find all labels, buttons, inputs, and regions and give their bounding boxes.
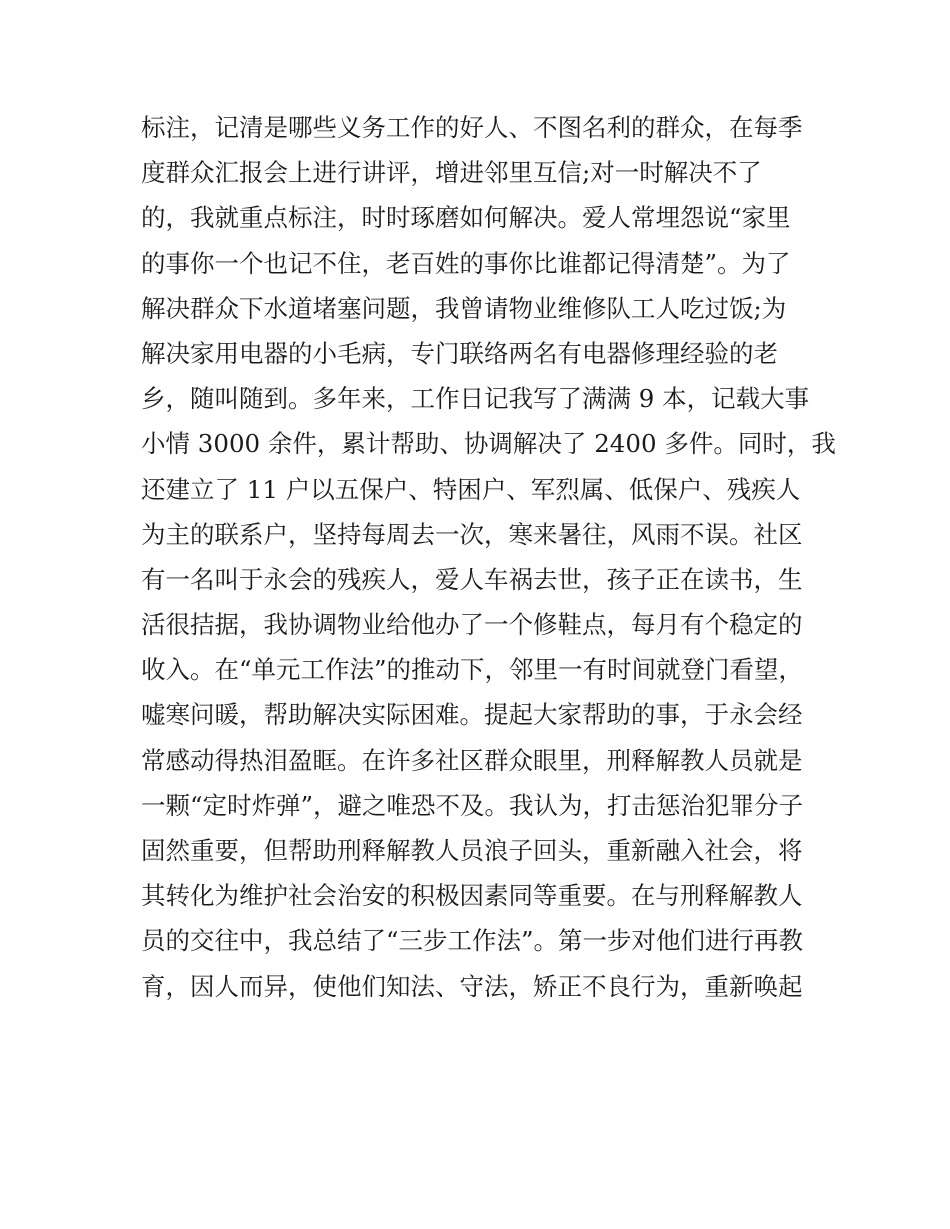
body-text bbox=[141, 105, 836, 1009]
text-line: 解决家用电器的小毛病，专门联络两名有电器修理经验的老 bbox=[141, 338, 778, 368]
text-line: 育，因人而异，使他们知法、守法，矫正不良行为，重新唤起 bbox=[141, 971, 803, 1001]
text-line: 乡，随叫随到。多年来，工作日记我写了满满 9 本，记载大事 bbox=[141, 384, 810, 414]
text-line: 度群众汇报会上进行讲评，增进邻里互信;对一时解决不了 bbox=[141, 158, 762, 188]
text-line: 有一名叫于永会的残疾人，爱人车祸去世，孩子正在读书，生 bbox=[141, 564, 803, 594]
text-line: 一颗“定时炸弹”，避之唯恐不及。我认为，打击惩治犯罪分子 bbox=[141, 790, 804, 820]
text-line: 固然重要，但帮助刑释解教人员浪子回头，重新融入社会，将 bbox=[141, 836, 803, 865]
text-line: 还建立了 11 户以五保户、特困户、军烈属、低保户、残疾人 bbox=[141, 474, 801, 504]
text-line: 收入。在“单元工作法”的推动下，邻里一有时间就登门看望， bbox=[141, 655, 804, 685]
text-line: 其转化为维护社会治安的积极因素同等重要。在与刑释解教人 bbox=[141, 881, 803, 911]
text-line: 为主的联系户，坚持每周去一次，寒来暑往，风雨不误。社区 bbox=[141, 519, 803, 549]
text-line: 的，我就重点标注，时时琢磨如何解决。爱人常埋怨说“家里 bbox=[141, 203, 791, 233]
text-line: 员的交往中，我总结了“三步工作法”。第一步对他们进行再教 bbox=[141, 926, 804, 956]
text-line: 嘘寒问暖，帮助解决实际困难。提起大家帮助的事，于永会经 bbox=[141, 700, 803, 730]
text-line: 的事你一个也记不住，老百姓的事你比谁都记得清楚”。为了 bbox=[141, 248, 791, 278]
text-line: 解决群众下水道堵塞问题，我曾请物业维修队工人吃过饭;为 bbox=[141, 293, 787, 323]
text-line: 常感动得热泪盈眶。在许多社区群众眼里，刑释解教人员就是 bbox=[141, 745, 803, 775]
text-line: 小情 3000 余件，累计帮助、协调解决了 2400 多件。同时，我 bbox=[141, 429, 836, 459]
text-line: 标注，记清是哪些义务工作的好人、不图名利的群众，在每季 bbox=[141, 113, 803, 142]
text-line: 活很拮据，我协调物业给他办了一个修鞋点，每月有个稳定的 bbox=[141, 610, 803, 640]
